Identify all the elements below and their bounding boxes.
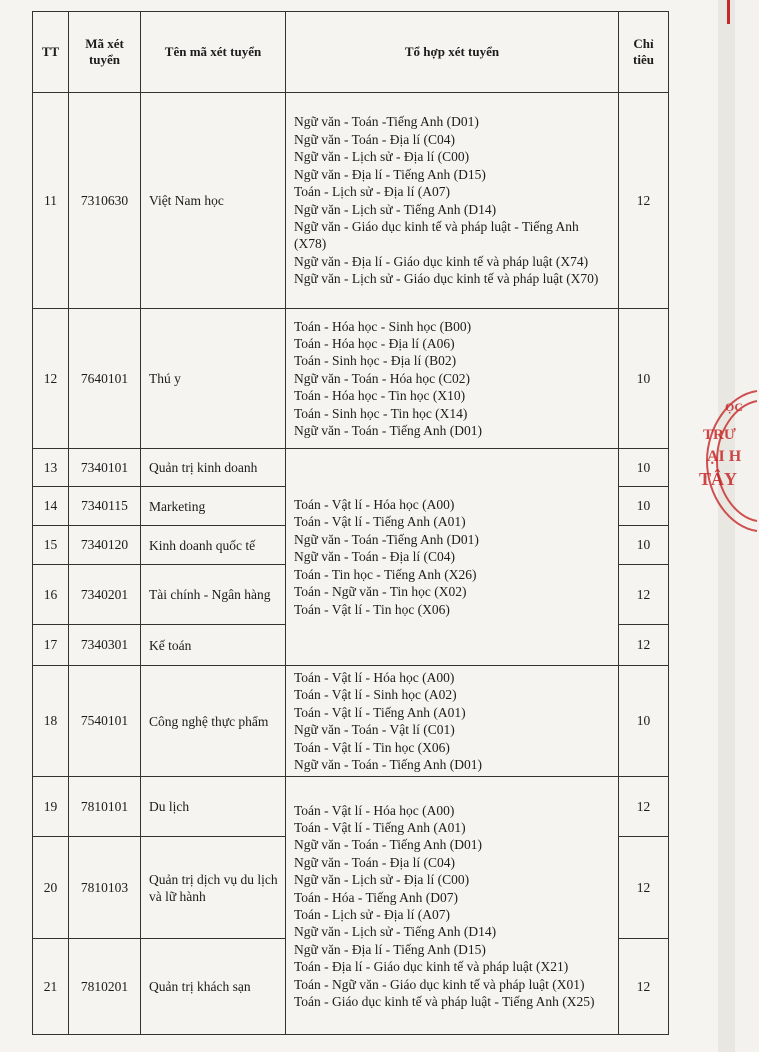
row-tt: 18 xyxy=(33,666,69,777)
row-quota: 12 xyxy=(619,625,669,666)
stamp-text-1: ỌC xyxy=(725,400,743,414)
row-code: 7340115 xyxy=(69,487,141,526)
row-quota: 10 xyxy=(619,526,669,565)
row-code: 7810103 xyxy=(69,837,141,939)
header-code: Mã xét tuyển xyxy=(69,12,141,93)
row-quota: 10 xyxy=(619,666,669,777)
row-name: Việt Nam học xyxy=(141,93,286,309)
row-name: Quản trị kinh doanh xyxy=(141,449,286,487)
header-quota: Chỉ tiêu xyxy=(619,12,669,93)
row-name: Kế toán xyxy=(141,625,286,666)
row-code: 7810201 xyxy=(69,939,141,1035)
row-code: 7310630 xyxy=(69,93,141,309)
row-tt: 15 xyxy=(33,526,69,565)
row-name: Quản trị khách sạn xyxy=(141,939,286,1035)
row-tt: 14 xyxy=(33,487,69,526)
row-code: 7540101 xyxy=(69,666,141,777)
row-quota: 12 xyxy=(619,837,669,939)
table-row xyxy=(33,449,669,487)
row-name: Quản trị dịch vụ du lịch và lữ hành xyxy=(141,837,286,939)
row-tt: 17 xyxy=(33,625,69,666)
row-combo: Toán - Vật lí - Hóa học (A00) Toán - Vật lí - Sinh học (A02) Toán - Vật lí - Tiếng Anh (A01) Ngữ văn - Toán - Vật lí (C01) Toán - Vật lí - Tin học (X06) Ngữ văn - Toán - Tiếng Anh (D01) xyxy=(286,666,619,777)
table-row xyxy=(33,666,669,777)
header-combo: Tổ hợp xét tuyển xyxy=(286,12,619,93)
red-mark xyxy=(727,0,730,24)
row-code: 7340120 xyxy=(69,526,141,565)
stamp-text-3: ẠI H xyxy=(707,448,742,465)
row-name: Công nghệ thực phẩm xyxy=(141,666,286,777)
table-row xyxy=(33,309,669,449)
row-tt: 11 xyxy=(33,93,69,309)
row-quota: 12 xyxy=(619,939,669,1035)
table-header-row xyxy=(33,12,669,93)
row-code: 7340301 xyxy=(69,625,141,666)
row-name: Marketing xyxy=(141,487,286,526)
row-combo: Toán - Vật lí - Hóa học (A00) Toán - Vật lí - Tiếng Anh (A01) Ngữ văn - Toán -Tiếng Anh (D01) Ngữ văn - Toán - Địa lí (C04) Toán - Tin học - Tiếng Anh (X26) Toán - Ngữ văn - Tin học (X02) Toán - Vật lí - Tin học (X06) xyxy=(286,449,619,666)
row-quota: 10 xyxy=(619,449,669,487)
row-tt: 12 xyxy=(33,309,69,449)
row-tt: 21 xyxy=(33,939,69,1035)
header-name: Tên mã xét tuyển xyxy=(141,12,286,93)
row-code: 7640101 xyxy=(69,309,141,449)
row-code: 7340201 xyxy=(69,565,141,625)
row-quota: 12 xyxy=(619,565,669,625)
row-name: Tài chính - Ngân hàng xyxy=(141,565,286,625)
row-quota: 10 xyxy=(619,487,669,526)
row-tt: 20 xyxy=(33,837,69,939)
row-tt: 13 xyxy=(33,449,69,487)
row-combo: Toán - Hóa học - Sinh học (B00) Toán - Hóa học - Địa lí (A06) Toán - Sinh học - Địa lí (B02) Ngữ văn - Toán - Hóa học (C02) Toán - Hóa học - Tin học (X10) Toán - Sinh học - Tin học (X14) Ngữ văn - Toán - Tiếng Anh (D01) xyxy=(286,309,619,449)
row-quota: 12 xyxy=(619,777,669,837)
red-seal-stamp xyxy=(699,387,759,535)
row-code: 7810101 xyxy=(69,777,141,837)
table-row xyxy=(33,93,669,309)
table-row xyxy=(33,777,669,837)
row-name: Du lịch xyxy=(141,777,286,837)
stamp-text-4: TÂY xyxy=(699,469,738,489)
row-combo: Ngữ văn - Toán -Tiếng Anh (D01) Ngữ văn - Toán - Địa lí (C04) Ngữ văn - Lịch sử - Địa lí (C00) Ngữ văn - Địa lí - Tiếng Anh (D15) Toán - Lịch sử - Địa lí (A07) Ngữ văn - Lịch sử - Tiếng Anh (D14) Ngữ văn - Giáo dục kinh tế và pháp luật - Tiếng Anh (X78) Ngữ văn - Địa lí - Giáo dục kinh tế và pháp luật (X74) Ngữ văn - Lịch sử - Giáo dục kinh tế và pháp luật (X70) xyxy=(286,93,619,309)
row-tt: 16 xyxy=(33,565,69,625)
row-combo: Toán - Vật lí - Hóa học (A00) Toán - Vật lí - Tiếng Anh (A01) Ngữ văn - Toán - Tiếng Anh (D01) Ngữ văn - Toán - Địa lí (C04) Ngữ văn - Lịch sử - Địa lí (C00) Toán - Hóa - Tiếng Anh (D07) Toán - Lịch sử - Địa lí (A07) Ngữ văn - Lịch sử - Tiếng Anh (D14) Ngữ văn - Địa lí - Tiếng Anh (D15) Toán - Địa lí - Giáo dục kinh tế và pháp luật (X21) Toán - Ngữ văn - Giáo dục kinh tế và pháp luật (X01) Toán - Giáo dục kinh tế và pháp luật - Tiếng Anh (X25) xyxy=(286,777,619,1035)
header-tt: TT xyxy=(33,12,69,93)
row-name: Kinh doanh quốc tế xyxy=(141,526,286,565)
row-name: Thú y xyxy=(141,309,286,449)
row-tt: 19 xyxy=(33,777,69,837)
admission-table xyxy=(32,11,669,1035)
row-quota: 10 xyxy=(619,309,669,449)
row-code: 7340101 xyxy=(69,449,141,487)
stamp-text-2: TRƯ xyxy=(703,427,736,443)
row-quota: 12 xyxy=(619,93,669,309)
